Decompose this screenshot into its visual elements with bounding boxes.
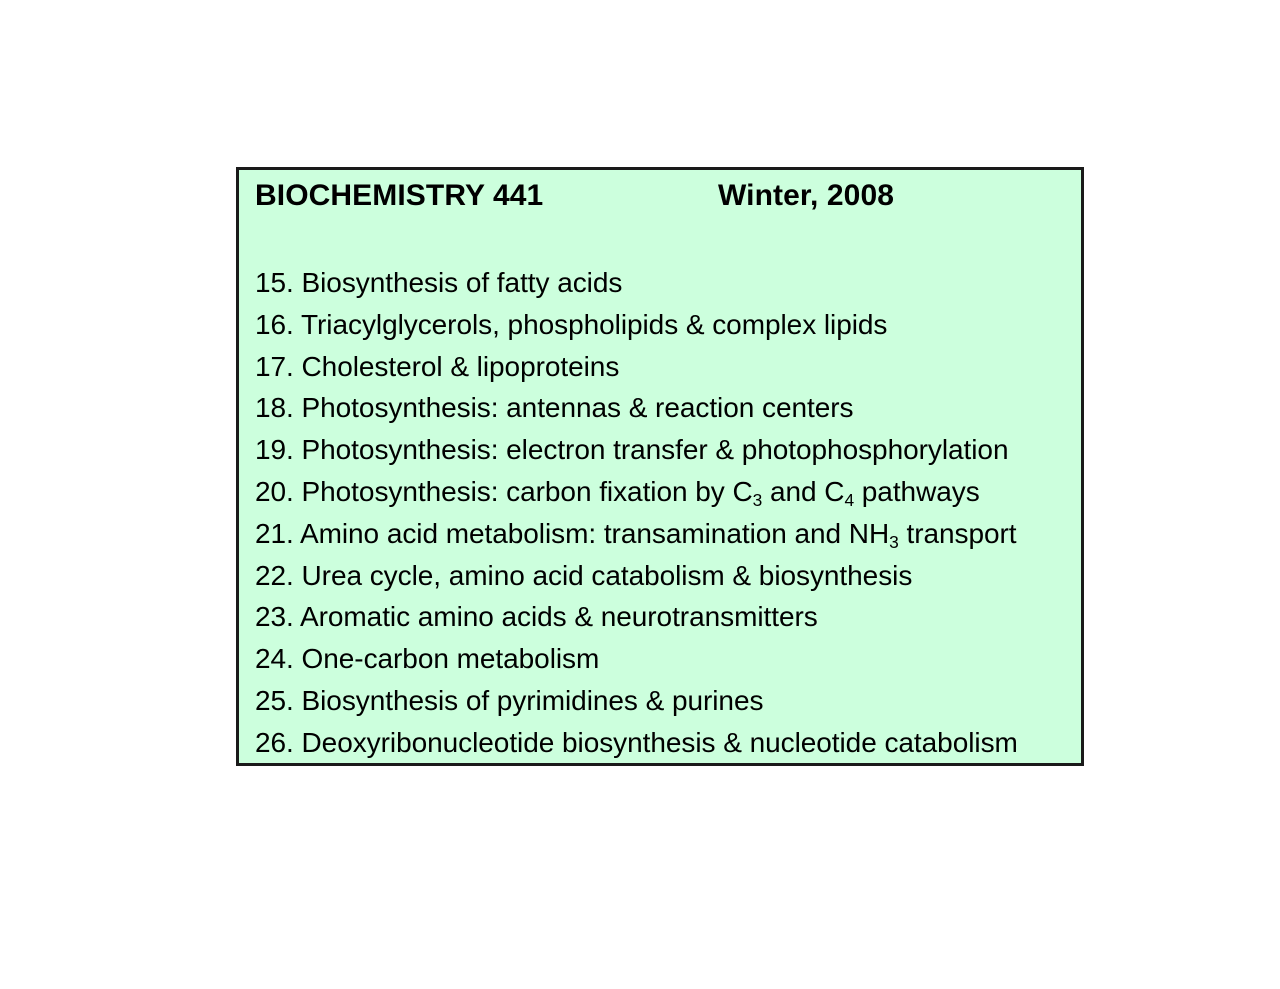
topic-number: 23. [255,601,294,633]
topic-number: 16. [255,308,294,340]
topic-title: Photosynthesis: antennas & reaction centers [301,392,854,424]
topic-number: 22. [255,559,294,591]
topic-title: Photosynthesis: electron transfer & photophosphorylation [301,434,1009,466]
topic-item [255,555,1071,597]
topic-item [255,387,1071,429]
topic-number: 18. [255,392,294,424]
topic-list [255,262,1071,764]
syllabus-header [255,175,1065,217]
topic-number: 26. [255,726,294,758]
topic-title: Biosynthesis of fatty acids [301,267,623,298]
topic-title: One-carbon metabolism [301,643,600,675]
subscript: 4 [844,490,855,511]
topic-item [255,680,1071,722]
topic-title: Biosynthesis of pyrimidines & purines [301,684,764,716]
syllabus-box [236,167,1084,766]
topic-number: 25. [255,684,294,716]
topic-title: Photosynthesis: carbon fixation by $C_3$ and $C_4$ pathways [301,475,980,511]
subscript: 3 [752,490,763,511]
subscript: 3 [889,531,899,552]
topic-item [255,262,1071,304]
topic-item [255,471,1071,513]
topic-number: 24. [255,643,294,675]
course-term: Winter, 2008 [718,179,895,212]
topic-item [255,429,1071,471]
topic-title: Triacylglycerols, phospholipids & complex lipids [301,308,888,340]
topic-item [255,638,1071,680]
topic-item [255,596,1071,638]
topic-number: 17. [255,350,294,382]
topic-item [255,722,1071,764]
topic-number: 20. [255,475,294,507]
topic-number: 19. [255,434,294,466]
topic-title: Amino acid metabolism: transamination and $NH_3$ transport [299,517,1017,552]
topic-item [255,513,1071,555]
topic-item [255,304,1071,346]
topic-number: 21. [255,517,294,549]
topic-title: Deoxyribonucleotide biosynthesis & nucleotide catabolism [301,726,1018,758]
topic-number: 15. [255,267,294,298]
topic-title: Aromatic amino acids & neurotransmitters [299,601,818,633]
topic-title: Urea cycle, amino acid catabolism & biosynthesis [301,559,913,591]
course-title: BIOCHEMISTRY 441 [255,179,544,212]
topic-title: Cholesterol & lipoproteins [301,350,620,382]
topic-item [255,346,1071,388]
